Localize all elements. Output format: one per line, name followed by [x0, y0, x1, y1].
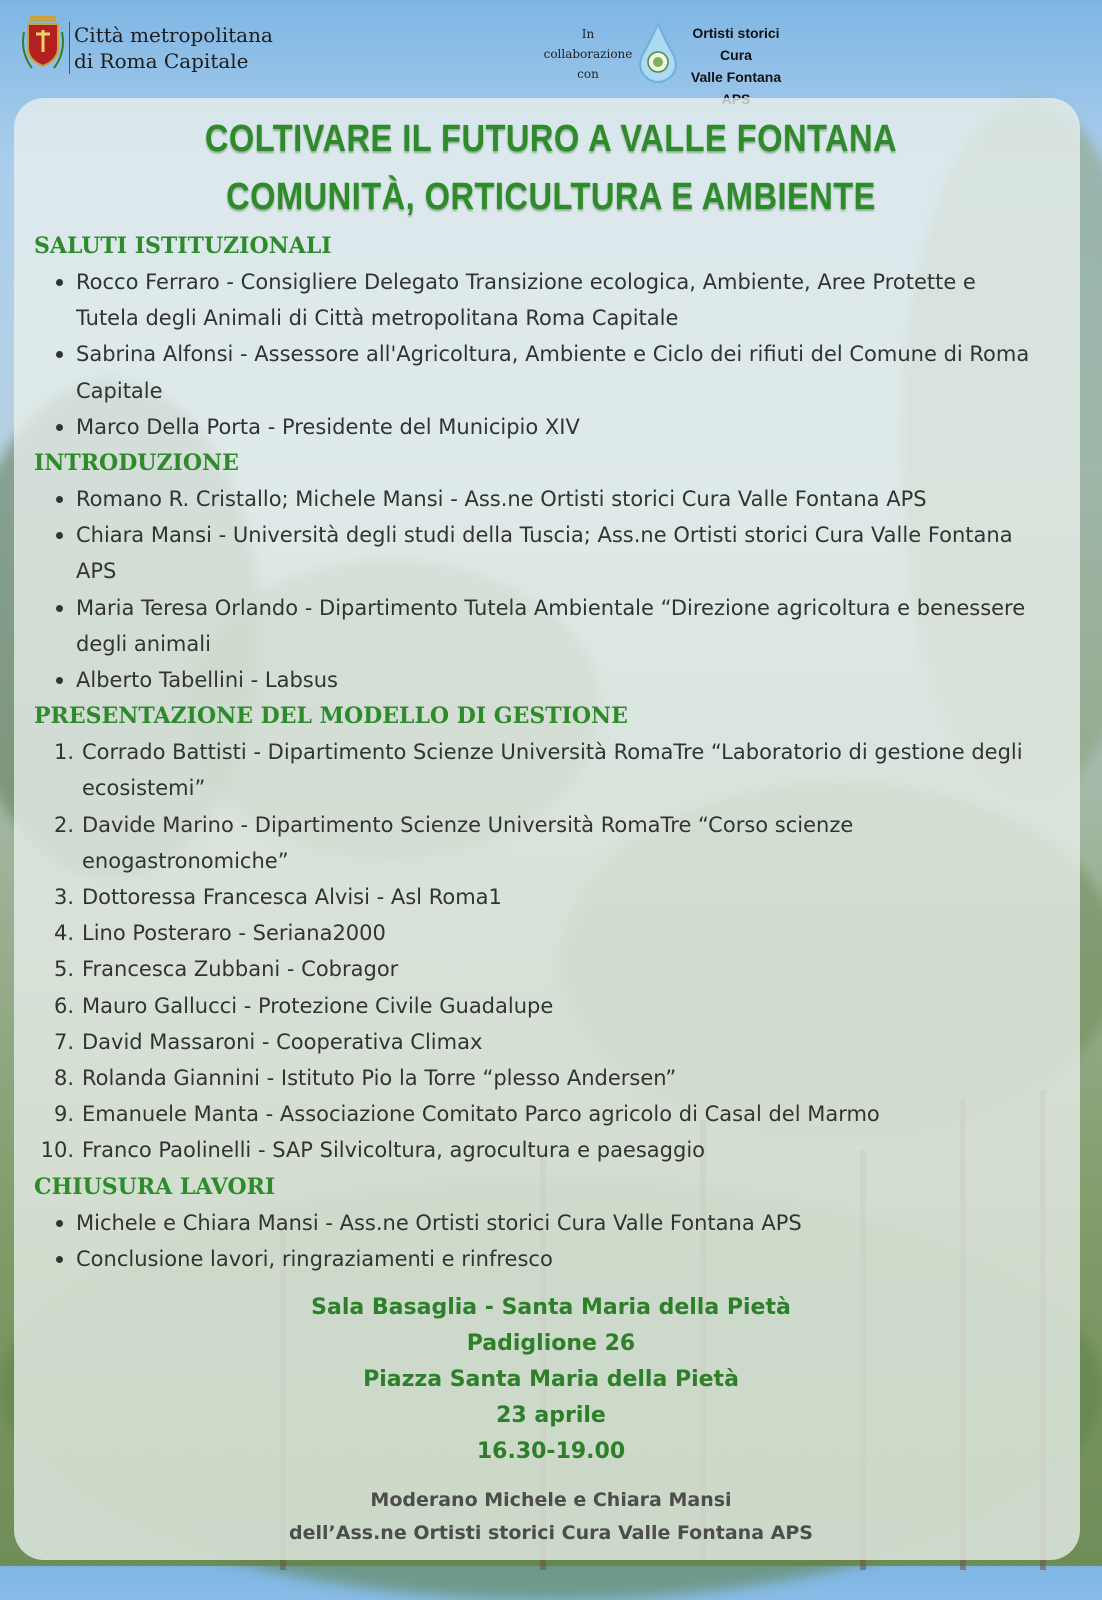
title-line2: COMUNITÀ, ORTICULTURA E AMBIENTE — [226, 176, 876, 218]
partner-line1: Ortisti storici Cura — [692, 25, 780, 63]
collab-line2: collaborazione — [543, 47, 633, 61]
list-item-text: Franco Paolinelli - SAP Silvicoltura, agrocultura e paesaggio — [82, 1138, 706, 1163]
list-number: 5. — [53, 957, 74, 982]
venue-hall: Sala Basaglia - Santa Maria della Pietà — [311, 1295, 791, 1320]
chiusura-list — [34, 1205, 1044, 1277]
list-item — [34, 1096, 1044, 1132]
collaboration-label — [540, 24, 636, 84]
list-item-text: Dottoressa Francesca Alvisi - Asl Roma1 — [82, 885, 502, 910]
institution-name — [74, 22, 273, 74]
list-number: 9. — [53, 1102, 74, 1127]
moderators-line2: dell’Ass.ne Ortisti storici Cura Valle Fontana APS — [289, 1522, 813, 1544]
institution-line1: Città metropolitana — [74, 23, 273, 47]
list-item: Sabrina Alfonsi - Assessore all'Agricoltura, Ambiente e Ciclo dei rifiuti del Comune di Roma Capitale — [34, 336, 1044, 408]
section-heading-saluti: SALUTI ISTITUZIONALI — [34, 233, 332, 259]
header — [0, 0, 1102, 96]
list-item-text: Rolanda Giannini - Istituto Pio la Torre “plesso Andersen” — [82, 1066, 677, 1091]
saluti-list — [34, 264, 1044, 445]
list-item: Conclusione lavori, ringraziamenti e rinfresco — [34, 1241, 1044, 1277]
event-venue — [0, 1290, 1102, 1470]
list-item-text: Francesca Zubbani - Cobragor — [82, 957, 399, 982]
program — [34, 228, 1044, 1277]
partner-line2: Valle Fontana — [690, 69, 782, 85]
introduzione-list — [34, 481, 1044, 698]
list-item: Maria Teresa Orlando - Dipartimento Tutela Ambientale “Direzione agricoltura e benessere degli animali — [34, 590, 1044, 662]
list-item — [34, 1132, 1044, 1168]
list-item: Marco Della Porta - Presidente del Municipio XIV — [34, 409, 1044, 445]
list-item — [34, 1060, 1044, 1096]
venue-pavilion: Padiglione 26 — [466, 1331, 636, 1356]
list-item — [34, 915, 1044, 951]
header-divider — [69, 22, 70, 74]
event-date: 23 aprile — [496, 1403, 606, 1428]
list-number: 4. — [53, 921, 74, 946]
list-number: 3. — [53, 885, 74, 910]
list-item — [34, 1024, 1044, 1060]
list-item — [34, 807, 1044, 879]
water-drop-logo-icon — [636, 22, 680, 84]
section-heading-chiusura: CHIUSURA LAVORI — [34, 1173, 276, 1200]
list-number: 1. — [53, 740, 74, 765]
section-heading-presentazione: PRESENTAZIONE DEL MODELLO DI GESTIONE — [34, 703, 628, 730]
list-number: 6. — [53, 993, 74, 1018]
list-item — [34, 951, 1044, 987]
list-item: Rocco Ferraro - Consigliere Delegato Transizione ecologica, Ambiente, Aree Protette e Tutela degli Animali di Città metropolitana Roma Capitale — [34, 264, 1044, 336]
institution-line2: di Roma Capitale — [74, 49, 249, 73]
collab-line3: con — [577, 67, 599, 81]
list-item-text: Mauro Gallucci - Protezione Civile Guadalupe — [82, 993, 554, 1018]
list-item-text: Emanuele Manta - Associazione Comitato Parco agricolo di Casal del Marmo — [82, 1102, 880, 1127]
collab-line1: In — [581, 27, 595, 41]
list-item: Chiara Mansi - Università degli studi della Tuscia; Ass.ne Ortisti storici Cura Valle Fontana APS — [34, 517, 1044, 589]
list-item: Alberto Tabellini - Labsus — [34, 662, 1044, 698]
list-item: Michele e Chiara Mansi - Ass.ne Ortisti storici Cura Valle Fontana APS — [34, 1205, 1044, 1241]
list-number: 2. — [53, 812, 74, 837]
list-item-text: Davide Marino - Dipartimento Scienze Università RomaTre “Corso scienze enogastronomiche” — [82, 812, 854, 873]
list-item — [34, 879, 1044, 915]
list-item — [34, 988, 1044, 1024]
list-item-text: Corrado Battisti - Dipartimento Scienze Università RomaTre “Laboratorio di gestione degli ecosistemi” — [82, 740, 1023, 801]
page-title — [77, 110, 1025, 226]
coat-of-arms-icon — [22, 12, 64, 72]
partner-name — [680, 22, 792, 110]
moderators — [0, 1484, 1102, 1550]
list-number: 10. — [40, 1138, 74, 1163]
list-number: 7. — [53, 1029, 74, 1054]
list-item-text: David Massaroni - Cooperativa Climax — [82, 1029, 483, 1054]
list-number: 8. — [53, 1066, 74, 1091]
list-item: Romano R. Cristallo; Michele Mansi - Ass.ne Ortisti storici Cura Valle Fontana APS — [34, 481, 1044, 517]
presentazione-list — [34, 734, 1044, 1168]
list-item — [34, 734, 1044, 806]
venue-address: Piazza Santa Maria della Pietà — [363, 1367, 739, 1392]
section-heading-introduzione: INTRODUZIONE — [34, 450, 239, 477]
moderators-line1: Moderano Michele e Chiara Mansi — [370, 1489, 732, 1511]
title-line1: COLTIVARE IL FUTURO A VALLE FONTANA — [204, 118, 898, 160]
list-item-text: Lino Posteraro - Seriana2000 — [82, 921, 386, 946]
event-time: 16.30-19.00 — [476, 1439, 626, 1464]
